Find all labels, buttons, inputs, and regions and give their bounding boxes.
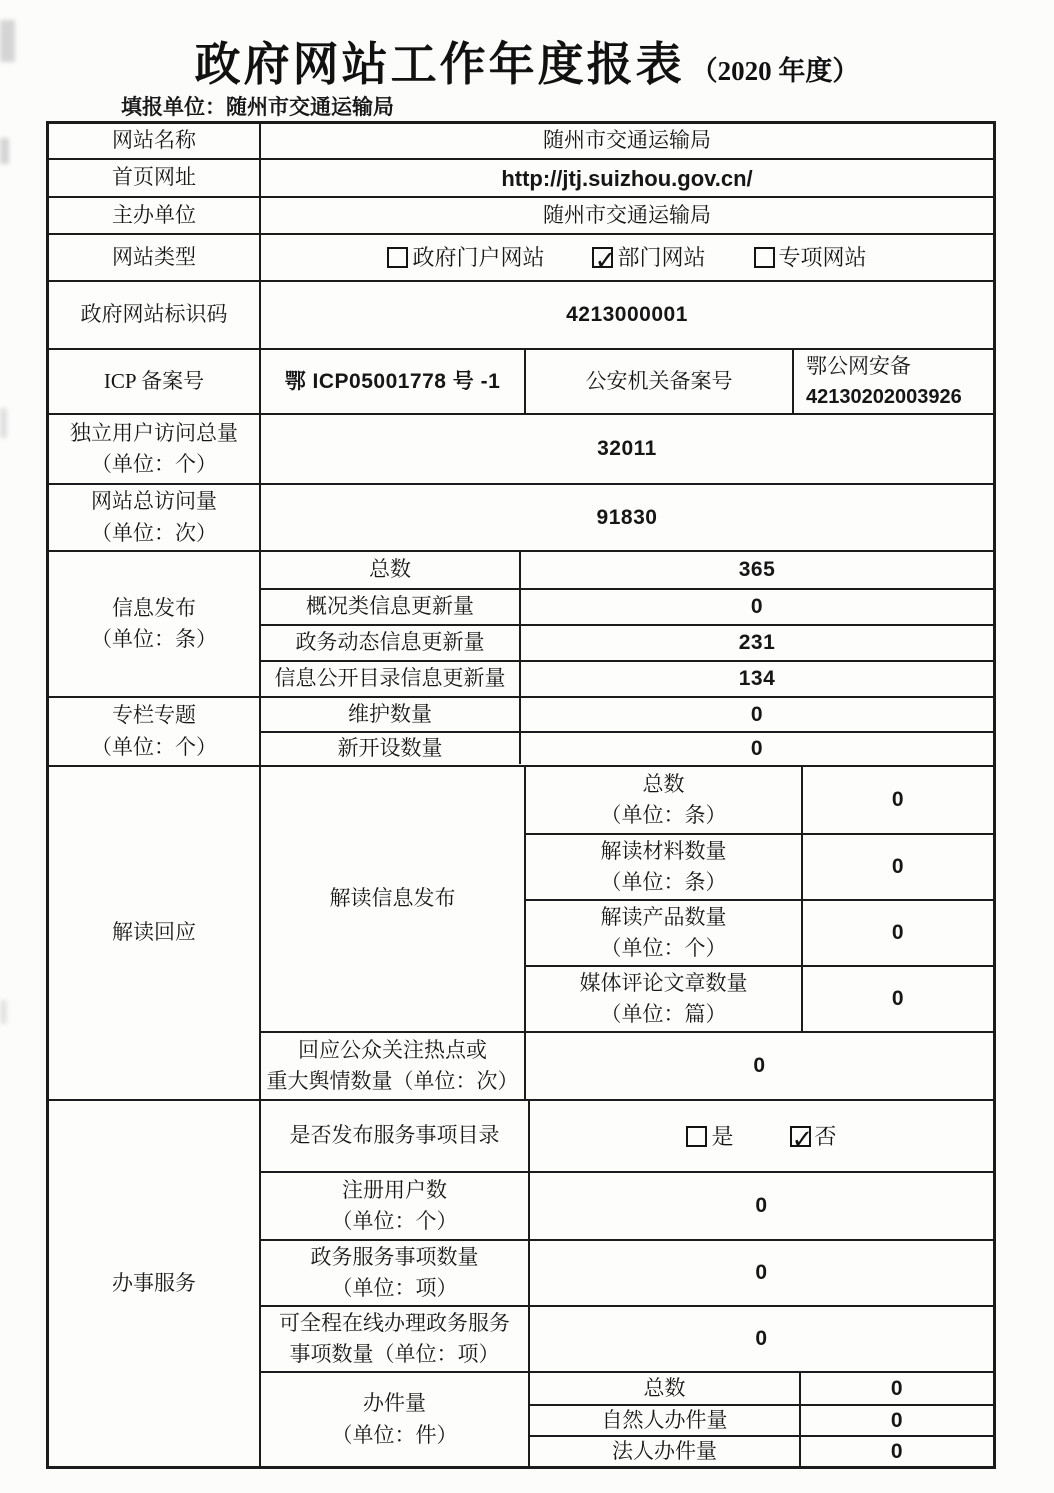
annual-report-table <box>46 121 996 1469</box>
row-value: 0 <box>755 1327 768 1351</box>
table-row <box>49 483 993 550</box>
site-type-label: 网站类型 <box>49 235 261 280</box>
row-value: 0 <box>750 702 764 726</box>
row-value: 0 <box>891 987 905 1011</box>
option-label: 部门网站 <box>617 245 706 270</box>
organizer-value: 随州市交通运输局 <box>543 202 711 227</box>
checkbox-icon <box>754 247 775 268</box>
services-section <box>49 1099 993 1466</box>
checkbox-icon <box>686 1126 707 1147</box>
public-response-label: 回应公众关注热点或 重大舆情数量（单位：次） <box>261 1033 526 1099</box>
interpretation-publish-label: 解读信息发布 <box>261 767 526 1031</box>
unique-users-label: 独立用户访问总量 （单位：个） <box>49 415 261 483</box>
columns-topics-section <box>49 696 993 765</box>
row-label: 政务服务事项数量 （单位：项） <box>261 1241 530 1305</box>
table-row <box>261 588 993 624</box>
interpretation-label: 解读回应 <box>49 767 261 1099</box>
organizer-label: 主办单位 <box>49 198 261 233</box>
row-label: 注册用户数 （单位：个） <box>261 1173 530 1239</box>
table-row <box>49 348 993 413</box>
volume-band <box>261 1371 993 1466</box>
report-title: 政府网站工作年度报表 <box>194 39 685 90</box>
filler-unit: 填报单位：随州市交通运输局 <box>121 95 394 119</box>
table-row <box>261 698 993 731</box>
option-label: 是 <box>711 1123 734 1149</box>
columns-topics-rows <box>261 698 993 765</box>
scan-artifact <box>0 408 7 438</box>
table-row <box>261 1171 993 1239</box>
option-department-site <box>592 241 705 274</box>
page-title <box>0 28 1054 94</box>
table-row <box>530 1435 993 1466</box>
police-record-value <box>794 350 993 413</box>
row-value: 0 <box>750 595 764 619</box>
public-response-row <box>261 1031 993 1099</box>
volume-rows <box>530 1373 993 1466</box>
option-no <box>790 1120 837 1153</box>
checkbox-icon <box>387 247 408 268</box>
row-value: 0 <box>890 1408 904 1432</box>
row-value: 0 <box>890 1439 904 1463</box>
table-row <box>530 1404 993 1435</box>
police-record-line2: 42130202003926 <box>806 386 962 409</box>
icp-value: 鄂 ICP05001778 号 -1 <box>261 350 526 413</box>
row-label: 概况类信息更新量 <box>261 590 521 624</box>
volume-label: 办件量 （单位：件） <box>261 1373 530 1466</box>
table-row <box>526 767 993 833</box>
row-value: 0 <box>891 788 905 812</box>
table-row <box>261 552 993 588</box>
table-row <box>261 1305 993 1371</box>
scan-artifact <box>0 138 9 164</box>
info-publish-rows <box>261 552 993 696</box>
unique-users-value: 32011 <box>597 437 657 461</box>
row-label: 维护数量 <box>261 698 521 731</box>
table-row <box>49 196 993 233</box>
option-yes <box>686 1120 733 1153</box>
site-name-label: 网站名称 <box>49 124 261 158</box>
site-code-label: 政府网站标识码 <box>49 282 261 348</box>
table-row <box>49 280 993 348</box>
site-type-options <box>261 235 993 280</box>
row-value: 0 <box>750 736 764 760</box>
row-label: 法人办件量 <box>530 1437 801 1466</box>
homepage-url: http://jtj.suizhou.gov.cn/ <box>501 165 753 191</box>
scan-artifact <box>0 1000 7 1024</box>
option-special-site <box>754 241 867 274</box>
checkbox-checked-icon <box>790 1126 811 1147</box>
table-row <box>49 233 993 280</box>
icp-label: ICP 备案号 <box>49 350 261 413</box>
services-label: 办事服务 <box>49 1101 261 1466</box>
row-value: 231 <box>738 631 776 655</box>
homepage-label: 首页网址 <box>49 160 261 196</box>
table-row <box>530 1373 993 1404</box>
info-publish-section <box>49 550 993 696</box>
table-row <box>49 124 993 158</box>
option-portal-site <box>387 241 544 274</box>
row-label: 政务动态信息更新量 <box>261 626 521 660</box>
row-label: 解读材料数量 （单位：条） <box>526 835 803 899</box>
option-label: 政府门户网站 <box>412 245 545 270</box>
police-record-label: 公安机关备案号 <box>526 350 794 413</box>
service-catalog-label: 是否发布服务事项目录 <box>261 1101 530 1171</box>
row-label: 媒体评论文章数量 （单位：篇） <box>526 967 803 1031</box>
site-name-value: 随州市交通运输局 <box>543 128 711 153</box>
row-label: 总数 <box>530 1373 801 1404</box>
row-label: 自然人办件量 <box>530 1406 801 1435</box>
interpretation-section <box>49 765 993 1099</box>
service-catalog-row <box>261 1101 993 1171</box>
option-label: 否 <box>814 1123 837 1149</box>
total-visits-label: 网站总访问量 （单位：次） <box>49 485 261 550</box>
row-value: 0 <box>755 1261 768 1285</box>
interpretation-publish-rows <box>526 767 993 1031</box>
table-row <box>261 624 993 660</box>
row-value: 365 <box>738 558 776 582</box>
checkbox-checked-icon <box>592 247 613 268</box>
row-label: 总数 <box>261 552 521 588</box>
row-value: 0 <box>891 921 905 945</box>
report-year: （2020 年度） <box>690 56 860 86</box>
row-value: 0 <box>891 855 905 879</box>
interpretation-body <box>261 767 993 1099</box>
row-value: 0 <box>755 1194 768 1218</box>
row-label: 信息公开目录信息更新量 <box>261 662 521 696</box>
service-catalog-options <box>530 1101 993 1171</box>
row-value: 134 <box>738 667 776 691</box>
table-row <box>49 158 993 196</box>
table-row <box>261 660 993 696</box>
public-response-value: 0 <box>753 1054 766 1078</box>
row-label: 解读产品数量 （单位：个） <box>526 901 803 965</box>
row-label: 可全程在线办理政务服务 事项数量（单位：项） <box>261 1307 530 1371</box>
police-record-line1: 鄂公网安备 <box>806 353 911 378</box>
columns-topics-label: 专栏专题 （单位：个） <box>49 698 261 765</box>
info-publish-label: 信息发布 （单位：条） <box>49 552 261 696</box>
table-row <box>261 731 993 764</box>
table-row <box>526 833 993 899</box>
row-label: 新开设数量 <box>261 733 521 764</box>
table-row <box>526 965 993 1031</box>
table-row <box>526 899 993 965</box>
site-code-value: 4213000001 <box>566 303 688 327</box>
table-row <box>261 1239 993 1305</box>
row-value: 0 <box>890 1376 904 1400</box>
services-body <box>261 1101 993 1466</box>
table-row <box>49 413 993 483</box>
option-label: 专项网站 <box>778 245 867 270</box>
row-label: 总数 （单位：条） <box>526 767 803 833</box>
total-visits-value: 91830 <box>596 505 658 529</box>
interpretation-publish-band <box>261 767 993 1031</box>
